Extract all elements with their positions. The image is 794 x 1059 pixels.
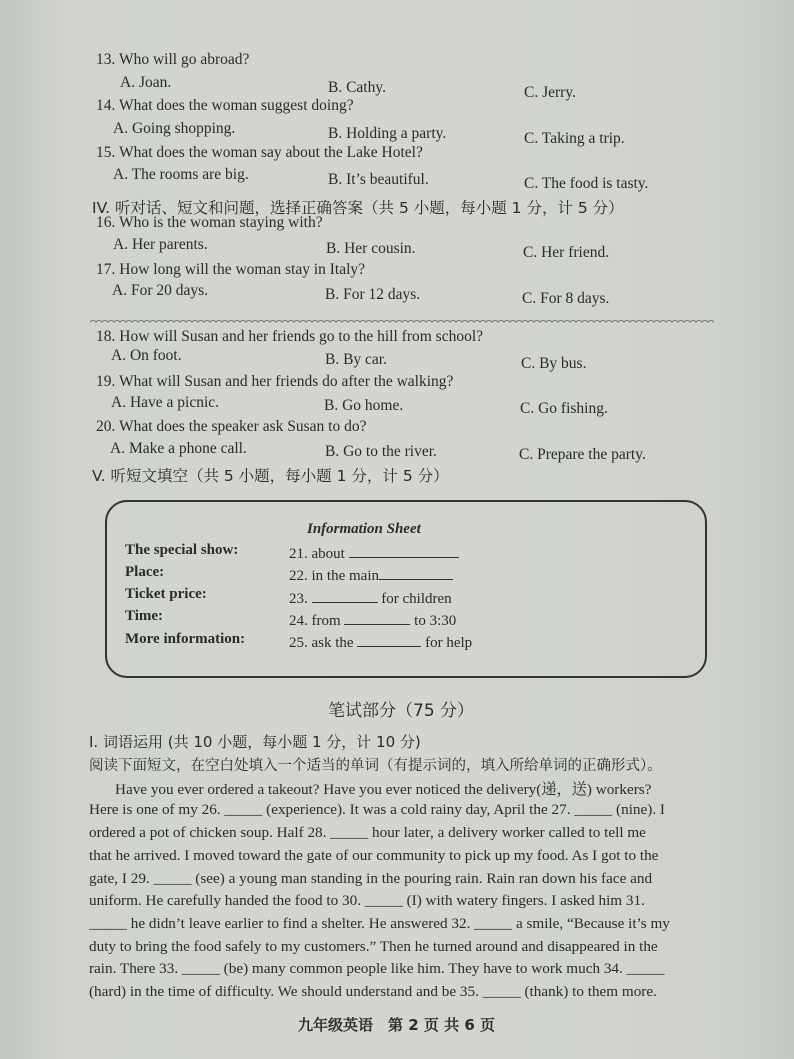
passage-line: that he arrived. I moved toward the gate of our community to pick up my food. As I got to the [89, 847, 659, 864]
passage-line: gate, I 29. _____ (see) a young man standing in the pouring rain. Rain ran down his face and [89, 870, 653, 887]
passage-line: rain. There 33. _____ (be) many common people like him. They have to work much 34. _____ [89, 960, 665, 977]
info-text-22: 22. in the main [289, 568, 379, 584]
passage-line: Have you ever ordered a takeout? Have you ever noticed the delivery(递，送) workers? [115, 781, 652, 798]
passage-line: Here is one of my 26. _____ (experience). It was a cold rainy day, April the 27. _____ (nine). I [89, 801, 665, 818]
passage-line: duty to bring the food safely to my customers.” Then he turned around and disappeared in the [89, 938, 658, 955]
vocab-instructions: 阅读下面短文，在空白处填入一个适当的单词（有提示词的，填入所给单词的正确形式）。 [89, 758, 662, 774]
answer-blank-22[interactable] [379, 565, 453, 580]
section-iv-title: IV. 听对话、短文和问题，选择正确答案（共 5 小题，每小题 1 分，计 5 分） [92, 199, 624, 217]
option-19c: C. Go fishing. [520, 400, 608, 417]
info-text-23: 23. [289, 591, 308, 607]
info-row-25 [289, 632, 472, 652]
written-part-title: 笔试部分（75 分） [328, 701, 475, 721]
question-14: 14. What does the woman suggest doing? [96, 97, 354, 114]
option-20b: B. Go to the river. [325, 443, 437, 460]
question-20: 20. What does the speaker ask Susan to do? [96, 418, 367, 435]
question-15: 15. What does the woman say about the Lake Hotel? [96, 144, 423, 161]
question-18: 18. How will Susan and her friends go to the hill from school? [96, 328, 484, 345]
info-text-21: 21. about [289, 546, 345, 562]
question-17: 17. How long will the woman stay in Italy? [96, 261, 366, 278]
passage-line: uniform. He carefully handed the food to 30. _____ (I) with watery fingers. I asked him 31. [89, 892, 645, 909]
option-16c: C. Her friend. [523, 244, 610, 261]
option-15c: C. The food is tasty. [524, 175, 649, 192]
option-13b: B. Cathy. [328, 79, 386, 96]
option-16a: A. Her parents. [113, 236, 208, 253]
option-14a: A. Going shopping. [113, 120, 236, 137]
option-15b: B. It’s beautiful. [328, 171, 429, 188]
answer-blank-24[interactable] [344, 610, 410, 625]
info-text-25: 25. ask the [289, 635, 354, 651]
info-row-23 [289, 588, 452, 608]
section-v-title: V. 听短文填空（共 5 小题，每小题 1 分，计 5 分） [92, 467, 449, 485]
info-text-24-post: to 3:30 [414, 613, 457, 629]
info-row-24 [289, 610, 456, 630]
info-label-show: The special show: [125, 542, 239, 558]
info-label-place: Place: [125, 564, 165, 580]
option-17c: C. For 8 days. [522, 290, 610, 307]
question-13: 13. Who will go abroad? [96, 51, 250, 68]
option-20c: C. Prepare the party. [519, 446, 646, 463]
info-text-25-post: for help [425, 635, 473, 651]
vocab-section-title: I. 词语运用 (共 10 小题，每小题 1 分，计 10 分) [89, 733, 421, 751]
option-13a: A. Joan. [120, 74, 172, 91]
answer-blank-21[interactable] [349, 543, 459, 558]
answer-blank-23[interactable] [312, 588, 378, 603]
wavy-divider [90, 318, 714, 324]
passage-line: ordered a pot of chicken soup. Half 28. _____ hour later, a delivery worker called to tell me [89, 824, 646, 841]
info-text-23-post: for children [381, 591, 452, 607]
info-text-24: 24. from [289, 613, 341, 629]
option-19b: B. Go home. [324, 397, 404, 414]
option-17b: B. For 12 days. [325, 286, 421, 303]
passage-line: _____ he didn’t leave earlier to find a shelter. He answered 32. _____ a smile, “Because it’s my [89, 915, 670, 932]
question-19: 19. What will Susan and her friends do after the walking? [96, 373, 454, 390]
option-17a: A. For 20 days. [112, 282, 209, 299]
info-row-22 [289, 565, 453, 585]
option-14b: B. Holding a party. [328, 125, 447, 142]
option-13c: C. Jerry. [524, 84, 576, 101]
option-19a: A. Have a picnic. [111, 394, 220, 411]
info-row-21 [289, 543, 459, 563]
option-20a: A. Make a phone call. [110, 440, 247, 457]
answer-blank-25[interactable] [357, 632, 421, 647]
page-footer: 九年级英语 第 2 页 共 6 页 [298, 1016, 495, 1034]
info-label-ticket-price: Ticket price: [125, 586, 207, 602]
option-16b: B. Her cousin. [326, 240, 416, 257]
option-18a: A. On foot. [111, 347, 182, 364]
question-16: 16. Who is the woman staying with? [96, 214, 323, 231]
option-15a: A. The rooms are big. [113, 166, 249, 183]
info-label-time: Time: [125, 608, 164, 624]
option-14c: C. Taking a trip. [524, 130, 625, 147]
information-sheet-title: Information Sheet [307, 521, 421, 537]
info-label-more-information: More information: [125, 631, 246, 647]
option-18c: C. By bus. [521, 355, 587, 372]
option-18b: B. By car. [325, 351, 387, 368]
passage-line: (hard) in the time of difficulty. We should understand and be 35. _____ (thank) to them more. [89, 983, 657, 1000]
